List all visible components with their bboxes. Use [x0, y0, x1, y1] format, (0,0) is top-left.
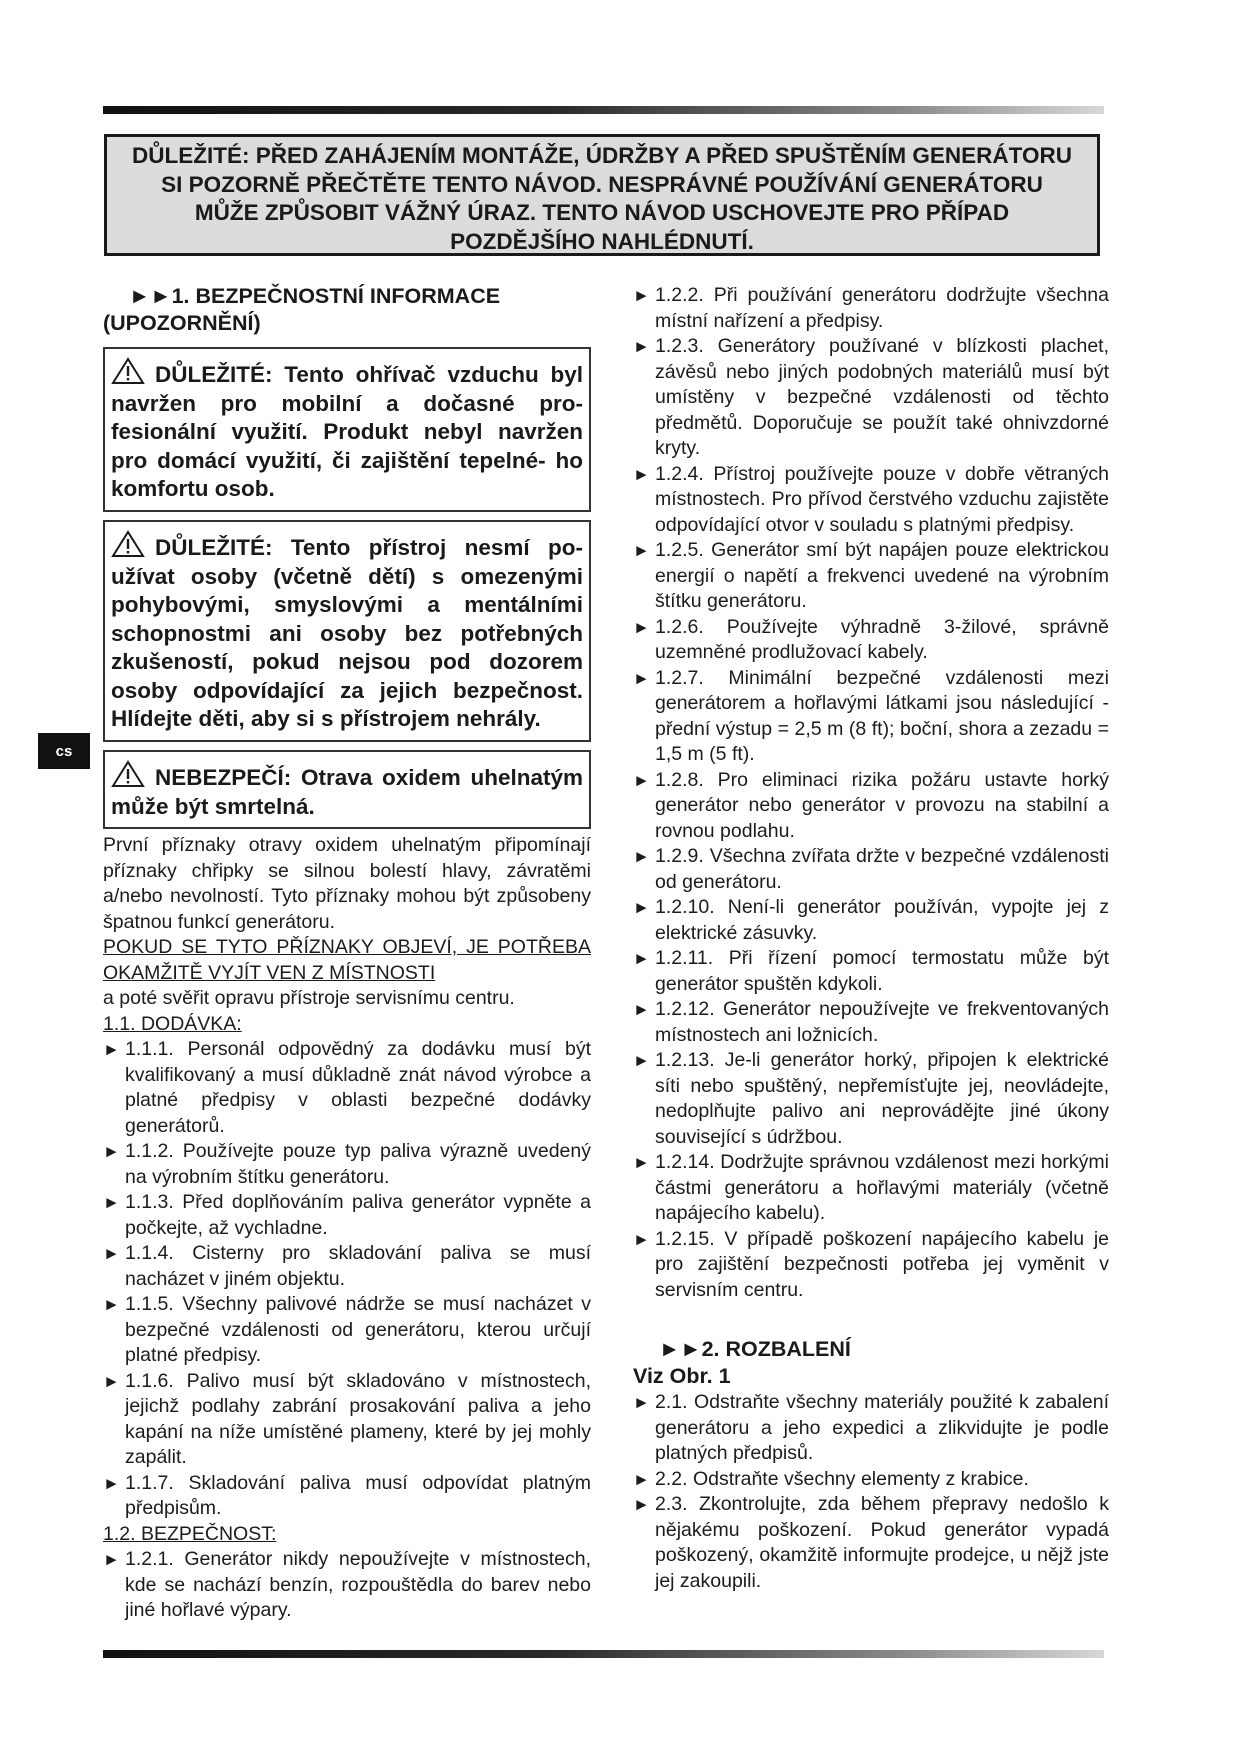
list-item-text: 1.2.1. Generátor nikdy nepoužívejte v místnostech, kde se nachází benzín, rozpouštědla do barev nebo jiné hořlavé výpary.: [125, 1548, 591, 1621]
subsection-1-1-heading: 1.1. DODÁVKA:: [103, 1012, 242, 1035]
list-item-text: 2.2. Odstraňte všechny elementy z krabice.: [655, 1467, 1029, 1490]
bullet-arrow-icon: ►: [633, 1469, 650, 1489]
bullet-arrow-icon: ►: [633, 337, 650, 356]
bullet-arrow-icon: ►: [103, 1473, 120, 1493]
header-warning-text: DŮLEŽITÉ: PŘED ZAHÁJENÍM MONTÁŽE, ÚDRŽBY A PŘED SPUŠTĚNÍM GENERÁTORU SI POZORNĚ PŘEČTĚTE TENTO NÁVOD. NESPRÁVNÉ POUŽÍVÁNÍ GENERÁTORU MŮŽE ZPŮSOBIT VÁŽNÝ ÚRAZ. TENTO NÁVOD USCHOVEJTE PRO PŘÍPAD POZDĚJŠÍHO NAHLÉDNUTÍ.: [131, 143, 1073, 254]
bullet-arrow-icon: ►: [633, 286, 650, 305]
bullet-arrow-icon: ►: [633, 1393, 650, 1412]
list-item-text: 2.1. Odstraňte všechny materiály použité k zabalení generátoru a jeho expedici a zlikvidujte je podle platných předpisů.: [655, 1391, 1109, 1464]
list-item: [633, 538, 1109, 615]
warning-box-3: [103, 750, 591, 829]
list-item: [103, 1241, 591, 1292]
section1-title-line2: (UPOZORNĚNÍ): [103, 311, 261, 335]
warning-triangle-icon: [111, 760, 145, 788]
list-item: [103, 1369, 591, 1471]
bottom-rule: [103, 1650, 1104, 1658]
language-tab: [38, 733, 90, 769]
list-1-2-left: [103, 1547, 591, 1624]
section1-title-line1: 1. BEZPEČNOSTNÍ INFORMACE: [171, 284, 501, 308]
co-paragraph-underlined: POKUD SE TYTO PŘÍZNAKY OBJEVÍ, JE POTŘEBA OKAMŽITĚ VYJÍT VEN Z MÍSTNOSTI: [103, 936, 591, 984]
list-item: [103, 1292, 591, 1369]
bullet-arrow-icon: ►: [103, 1040, 120, 1059]
bullet-arrow-icon: ►: [633, 1153, 650, 1172]
section2-heading: [633, 1336, 1109, 1390]
bullet-arrow-icon: ►: [103, 1244, 120, 1263]
section2-subtitle: Viz Obr. 1: [633, 1364, 731, 1388]
warning-box-1: [103, 347, 591, 512]
bullet-arrow-icon: ►: [103, 1193, 120, 1212]
list-item-text: 1.1.1. Personál odpovědný za dodávku musí být kvalifikovaný a musí důkladně znát návod výrobce a platné předpisy v oblasti bezpečné dodávky generátorů.: [125, 1038, 591, 1137]
bullet-arrow-icon: ►: [633, 541, 650, 560]
warning-box-1-text: DŮLEŽITÉ: Tento ohřívač vzduchu byl navržen pro mobilní a dočasné pro- fesionální využití. Produkt nebyl navržen pro domácí využití, či zajištění tepelné- ho komfortu osob.: [111, 362, 583, 501]
bullet-arrow-icon: ►: [633, 847, 650, 866]
co-paragraph-end: a poté svěřit opravu přístroje servisnímu centru.: [103, 987, 515, 1009]
list-item: [633, 768, 1109, 845]
bullet-arrow-icon: ►: [633, 949, 650, 968]
list-item-text: 1.1.5. Všechny palivové nádrže se musí nacházet v bezpečné vzdálenosti od generátoru, kterou určují platné předpisy.: [125, 1293, 591, 1366]
header-warning-box: [104, 134, 1100, 256]
left-column: [103, 283, 591, 1624]
list-item-text: 1.1.4. Cisterny pro skladování paliva se musí nacházet v jiném objektu.: [125, 1242, 591, 1290]
bullet-arrow-icon: ►: [633, 668, 650, 688]
list-item-text: 1.2.12. Generátor nepoužívejte ve frekventovaných místnostech ani ložnicích.: [655, 998, 1109, 1046]
list-item: [633, 615, 1109, 666]
list-item: [103, 1190, 591, 1241]
top-rule: [103, 106, 1104, 114]
list-item: [633, 997, 1109, 1048]
list-item-text: 1.1.2. Používejte pouze typ paliva výrazně uvedený na výrobním štítku generátoru.: [125, 1140, 591, 1188]
list-item: [103, 1037, 591, 1139]
list-item-text: 1.2.14. Dodržujte správnou vzdálenost mezi horkými částmi generátoru a hořlavými materiály (včetně napájecího kabelu).: [655, 1151, 1109, 1224]
bullet-arrow-icon: ►: [633, 770, 650, 790]
list-item-text: 1.1.3. Před doplňováním paliva generátor vypněte a počkejte, až vychladne.: [125, 1191, 591, 1239]
list-item-text: 1.2.9. Všechna zvířata držte v bezpečné vzdálenosti od generátoru.: [655, 845, 1109, 893]
list-item: [633, 844, 1109, 895]
list-item: [103, 1471, 591, 1522]
list-item: [633, 1467, 1109, 1493]
list-item-text: 1.1.6. Palivo musí být skladováno v místnostech, jejichž podlahy zabrání prosakování paliva a jeho kapání na níže umístěné plameny, které by jej mohly zapálit.: [125, 1369, 591, 1468]
list-item: [633, 895, 1109, 946]
list-item: [633, 1150, 1109, 1227]
co-paragraph: [103, 833, 591, 1012]
warning-box-3-text: NEBEZPEČÍ: Otrava oxidem uhelnatým může být smrtelná.: [111, 765, 583, 819]
list-item-text: 1.2.11. Při řízení pomocí termostatu může být generátor spuštěn kdykoli.: [655, 947, 1109, 995]
list-item: [633, 1048, 1109, 1150]
bullet-arrow-icon: ►: [103, 1295, 120, 1314]
list-item: [633, 946, 1109, 997]
list-item: [633, 334, 1109, 462]
list-item-text: 1.2.7. Minimální bezpečné vzdálenosti mezi generátorem a hořlavými látkami jsou následující - přední výstup = 2,5 m (8 ft); boční, shora a zezadu = 1,5 m (5 ft).: [655, 666, 1109, 765]
list-item: [103, 1547, 591, 1624]
section2-marker: ►►: [659, 1337, 702, 1361]
subsection-1-2-heading: 1.2. BEZPEČNOST:: [103, 1522, 277, 1545]
list-item-text: 1.2.4. Přístroj používejte pouze v dobře větraných místnostech. Pro přívod čerstvého vzduchu zajistěte odpovídající otvor v souladu s platnými předpisy.: [655, 462, 1109, 536]
right-column: [633, 283, 1109, 1594]
warning-box-2: [103, 520, 591, 742]
list-item: [633, 462, 1109, 539]
bullet-arrow-icon: ►: [633, 1000, 650, 1019]
list-item: [633, 1492, 1109, 1594]
warning-triangle-icon: [111, 357, 145, 385]
bullet-arrow-icon: ►: [103, 1550, 120, 1569]
bullet-arrow-icon: ►: [103, 1142, 120, 1161]
list-item: [633, 1390, 1109, 1467]
bullet-arrow-icon: ►: [103, 1371, 120, 1391]
list-1-1: [103, 1037, 591, 1522]
list-item-text: 2.3. Zkontrolujte, zda během přepravy nedošlo k nějakému poškození. Pokud generátor vypadá poškozený, okamžitě informujte prodejce, u nějž jste jej zakoupili.: [655, 1493, 1109, 1592]
list-item-text: 1.2.3. Generátory používané v blízkosti plachet, závěsů nebo jiných podobných materiálů musí být umístěny v bezpečné vzdálenosti od těchto předmětů. Doporučuje se použít také ohnivzdorné kryty.: [655, 335, 1109, 459]
list-item: [633, 283, 1109, 334]
section1-marker: ►►: [129, 284, 172, 308]
list-item-text: 1.2.8. Pro eliminaci rizika požáru ustavte horký generátor nebo generátor v provozu na stabilní a rovnou podlahu.: [655, 768, 1109, 842]
list-item-text: 1.2.15. V případě poškození napájecího kabelu je pro zajištění bezpečnosti potřeba jej vyměnit v servisním centru.: [655, 1227, 1109, 1301]
warning-triangle-icon: [111, 530, 145, 558]
section1-heading: [103, 283, 591, 337]
list-item-text: 1.2.5. Generátor smí být napájen pouze elektrickou energií o napětí a frekvenci uvedené na výrobním štítku generátoru.: [655, 539, 1109, 612]
list-1-2-right: [633, 283, 1109, 1303]
co-paragraph-text: První příznaky otravy oxidem uhelnatým připomínají příznaky chřipky se silnou bolestí hlavy, závratěmi a/nebo nevolností. Tyto příznaky mohou být způsobeny špatnou funkcí generátoru.: [103, 834, 591, 933]
bullet-arrow-icon: ►: [633, 464, 650, 484]
section2-title: 2. ROZBALENÍ: [701, 1337, 851, 1361]
list-item-text: 1.2.10. Není-li generátor používán, vypojte jej z elektrické zásuvky.: [655, 896, 1109, 944]
list-item-text: 1.1.7. Skladování paliva musí odpovídat platným předpisům.: [125, 1471, 591, 1519]
bullet-arrow-icon: ►: [633, 1051, 650, 1070]
language-tab-label: cs: [55, 742, 73, 760]
bullet-arrow-icon: ►: [633, 1229, 650, 1249]
list-item: [633, 666, 1109, 768]
list-item-text: 1.2.13. Je-li generátor horký, připojen k elektrické síti nebo spuštěný, nepřemísťujte jej, neovládejte, nedoplňujte palivo ani neprovádějte jiné úkony související s údržbou.: [655, 1049, 1109, 1148]
bullet-arrow-icon: ►: [633, 617, 650, 637]
list-item-text: 1.2.2. Při používání generátoru dodržujte všechna místní nařízení a předpisy.: [655, 284, 1109, 332]
bullet-arrow-icon: ►: [633, 1495, 650, 1514]
list-2: [633, 1390, 1109, 1594]
bullet-arrow-icon: ►: [633, 898, 650, 917]
list-item-text: 1.2.6. Používejte výhradně 3-žilové, správně uzemněné prodlužovací kabely.: [655, 615, 1109, 663]
list-item: [103, 1139, 591, 1190]
warning-box-2-text: DŮLEŽITÉ: Tento přístroj nesmí po- užívat osoby (včetně dětí) s omezenými pohybovými, smyslovými a mentálními schopnostmi ani osoby bez potřebných zkušeností, pokud nejsou pod dozorem osoby odpovídající za jejich bezpečnost. Hlídejte děti, aby si s přístrojem nehrály.: [111, 535, 583, 731]
list-item: [633, 1227, 1109, 1304]
